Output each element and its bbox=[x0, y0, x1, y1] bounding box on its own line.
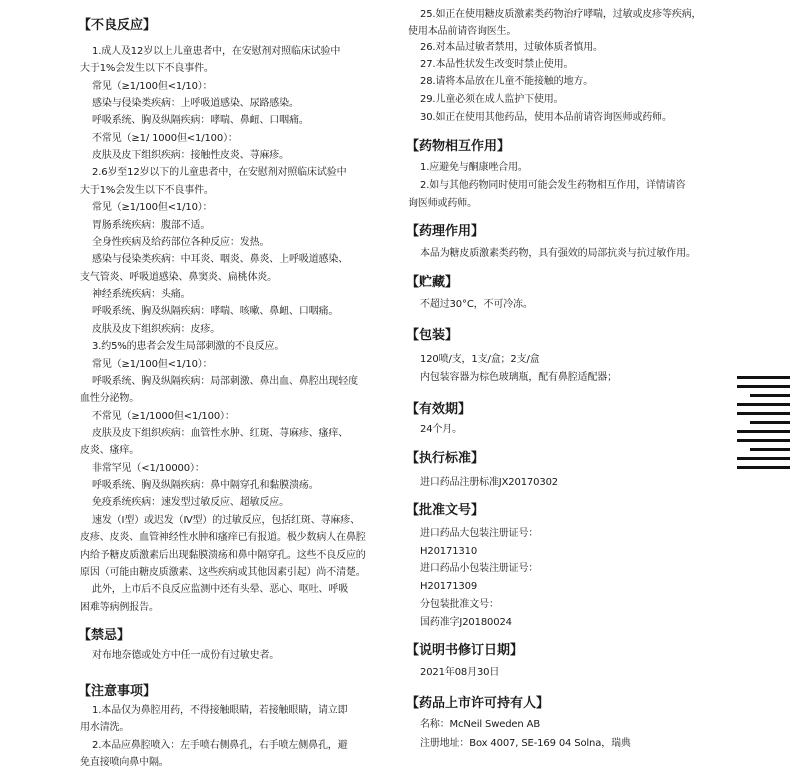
text-line: 不常见（≥1/ 1000但<1/100）： bbox=[92, 133, 238, 144]
text-line: 内给予糖皮质激素后出现黏膜溃疡和鼻中隔穿孔。这些不良反应的 bbox=[80, 550, 366, 561]
text-line: 用水清洗。 bbox=[80, 722, 130, 733]
text-line: 1.成人及12岁以上儿童患者中，在安慰剂对照临床试验中 bbox=[92, 46, 341, 57]
text-line: 本品为糖皮质激素类药物，具有强效的局部抗炎与抗过敏作用。 bbox=[420, 248, 696, 259]
text-line: 120喷/支，1支/盒；2支/盒 bbox=[420, 354, 540, 365]
section-heading: 【不良反应】 bbox=[78, 18, 157, 33]
text-line: 大于1%会发生以下不良事件。 bbox=[80, 185, 214, 196]
text-line: 血性分泌物。 bbox=[80, 393, 140, 404]
text-line: 分包装批准文号： bbox=[420, 599, 499, 610]
text-line: 27.本品性状发生改变时禁止使用。 bbox=[420, 59, 574, 70]
text-line: 胃肠系统疾病：腹部不适。 bbox=[92, 220, 211, 231]
text-line: 2.6岁至12岁以下的儿童患者中，在安慰剂对照临床试验中 bbox=[92, 167, 347, 178]
text-line: 2.如与其他药物同时使用可能会发生药物相互作用，详情请咨 bbox=[420, 180, 686, 191]
text-line: 常见（≥1/100但<1/10）： bbox=[92, 202, 213, 213]
text-line: 神经系统疾病：头痛。 bbox=[92, 289, 191, 300]
text-line: 免直接喷向鼻中隔。 bbox=[80, 757, 169, 768]
text-line: 30.如正在使用其他药品，使用本品前请咨询医师或药师。 bbox=[420, 112, 672, 123]
text-line: 内包装容器为棕色玻璃瓶，配有鼻腔适配器； bbox=[420, 372, 617, 383]
text-line: 1.本品仅为鼻腔用药，不得接触眼睛，若接触眼睛，请立即 bbox=[92, 705, 348, 716]
text-line: 此外，上市后不良反应监测中还有头晕、恶心、呕吐、呼吸 bbox=[92, 584, 349, 595]
text-line: 感染与侵染类疾病：中耳炎、咽炎、鼻炎、上呼吸道感染、 bbox=[92, 254, 349, 265]
text-line: 1.应避免与酮康唑合用。 bbox=[420, 162, 528, 173]
edge-stripe-marks bbox=[737, 376, 790, 470]
text-line: 皮肤及皮下组织疾病：血管性水肿、红斑、荨麻疹、瘙痒、 bbox=[92, 428, 349, 439]
text-line: 2021年08月30日 bbox=[420, 667, 500, 678]
text-line: 皮肤及皮下组织疾病：皮疹。 bbox=[92, 324, 221, 335]
text-line: 进口药品注册标准JX20170302 bbox=[420, 477, 558, 488]
text-line: 支气管炎、呼吸道感染、鼻窦炎、扁桃体炎。 bbox=[80, 272, 277, 283]
text-line: 免疫系统疾病：速发型过敏反应、超敏反应。 bbox=[92, 497, 289, 508]
section-heading: 【禁忌】 bbox=[78, 628, 131, 643]
text-line: 国药准字J20180024 bbox=[420, 617, 512, 628]
text-line: 大于1%会发生以下不良事件。 bbox=[80, 63, 214, 74]
text-line: 皮肤及皮下组织疾病：接触性皮炎、荨麻疹。 bbox=[92, 150, 289, 161]
text-line: 对布地奈德或处方中任一成份有过敏史者。 bbox=[92, 650, 280, 661]
text-line: 使用本品前请咨询医生。 bbox=[408, 26, 517, 37]
text-line: 询医师或药师。 bbox=[408, 198, 477, 209]
text-line: 感染与侵染类疾病：上呼吸道感染、尿路感染。 bbox=[92, 98, 299, 109]
text-line: 速发（Ⅰ型）或迟发（Ⅳ型）的过敏反应，包括红斑、荨麻疹、 bbox=[92, 515, 360, 526]
section-heading: 【药理作用】 bbox=[406, 224, 485, 239]
text-line: 困难等病例报告。 bbox=[80, 602, 159, 613]
text-line: 原因（可能由糖皮质激素、这些疾病或其他因素引起）尚不清楚。 bbox=[80, 567, 366, 578]
text-line: 皮炎、瘙痒。 bbox=[80, 445, 140, 456]
text-line: 呼吸系统、胸及纵隔疾病：哮喘、咳嗽、鼻衄、口咽痛。 bbox=[92, 306, 339, 317]
section-heading: 【包装】 bbox=[406, 328, 459, 343]
text-line: 名称：McNeil Sweden AB bbox=[420, 719, 541, 730]
section-heading: 【药物相互作用】 bbox=[406, 139, 511, 154]
text-line: 28.请将本品放在儿童不能接触的地方。 bbox=[420, 76, 594, 87]
section-heading: 【药品上市许可持有人】 bbox=[406, 696, 550, 711]
text-line: 不超过30°C，不可冷冻。 bbox=[420, 299, 533, 310]
text-line: 26.对本品过敏者禁用，过敏体质者慎用。 bbox=[420, 42, 603, 53]
text-line: 呼吸系统、胸及纵隔疾病：局部刺激、鼻出血、鼻腔出现轻度 bbox=[92, 376, 358, 387]
text-line: 进口药品大包装注册证号： bbox=[420, 528, 539, 539]
text-line: 3.约5%的患者会发生局部刺激的不良反应。 bbox=[92, 341, 285, 352]
text-line: 全身性疾病及给药部位各种反应：发热。 bbox=[92, 237, 270, 248]
section-heading: 【说明书修订日期】 bbox=[406, 643, 524, 658]
text-line: 不常见（≥1/1000但<1/100）： bbox=[92, 411, 235, 422]
section-heading: 【有效期】 bbox=[406, 402, 472, 417]
section-heading: 【贮藏】 bbox=[406, 275, 459, 290]
text-line: 呼吸系统、胸及纵隔疾病：哮喘、鼻衄、口咽痛。 bbox=[92, 115, 309, 126]
text-line: 呼吸系统、胸及纵隔疾病：鼻中隔穿孔和黏膜溃疡。 bbox=[92, 480, 319, 491]
text-line: 常见（≥1/100但<1/10）： bbox=[92, 359, 213, 370]
text-line: 非常罕见（<1/10000）： bbox=[92, 463, 205, 474]
text-line: 进口药品小包装注册证号： bbox=[420, 563, 539, 574]
text-line: 常见（≥1/100但<1/10）： bbox=[92, 81, 213, 92]
section-heading: 【批准文号】 bbox=[406, 503, 485, 518]
section-heading: 【执行标准】 bbox=[406, 451, 485, 466]
text-line: 皮疹、皮炎、血管神经性水肿和瘙痒已有报道。极少数病人在鼻腔 bbox=[80, 532, 366, 543]
text-line: 2.本品应鼻腔喷入：左手喷右侧鼻孔，右手喷左侧鼻孔，避 bbox=[92, 740, 348, 751]
text-line: 注册地址：Box 4007, SE-169 04 Solna，瑞典 bbox=[420, 738, 631, 749]
text-line: 29.儿童必须在成人监护下使用。 bbox=[420, 94, 564, 105]
text-line: H20171310 bbox=[420, 546, 478, 557]
section-heading: 【注意事项】 bbox=[78, 684, 157, 699]
text-line: H20171309 bbox=[420, 581, 478, 592]
text-line: 25.如正在使用糖皮质激素类药物治疗哮喘，过敏或皮疹等疾病， bbox=[420, 9, 702, 20]
text-line: 24个月。 bbox=[420, 424, 462, 435]
